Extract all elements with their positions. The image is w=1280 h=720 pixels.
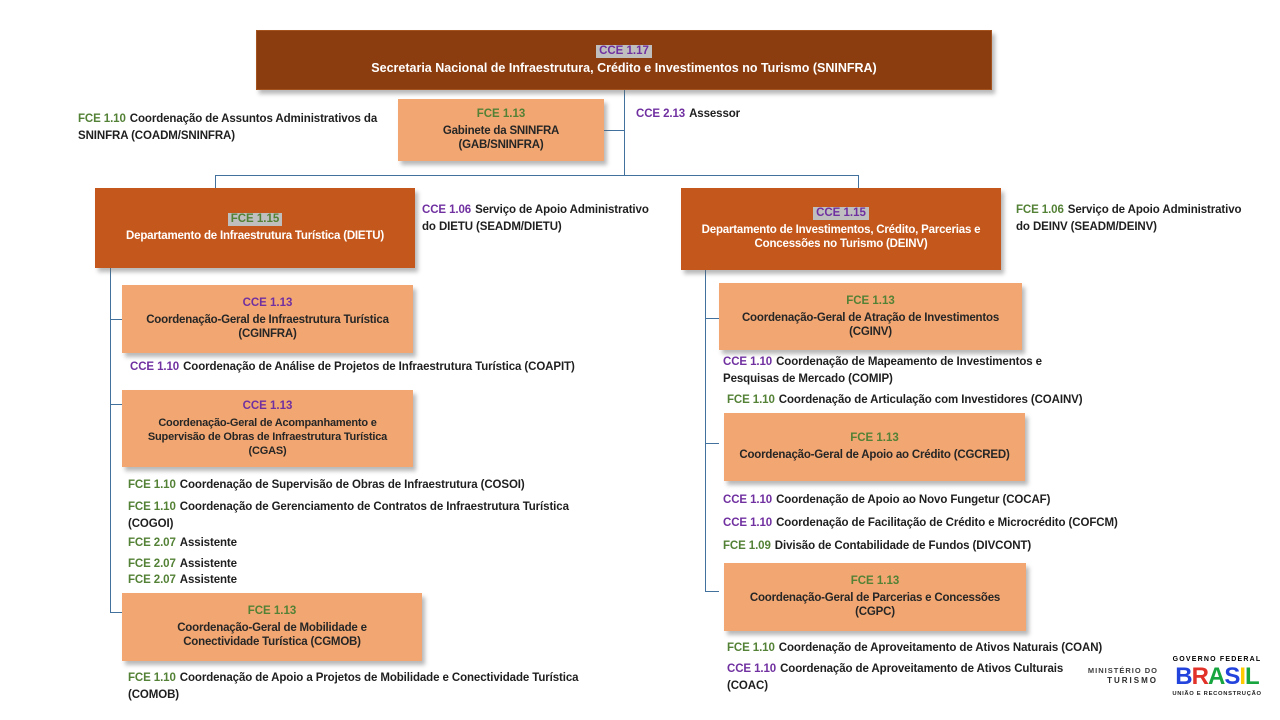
note-cofcm (723, 515, 1173, 532)
note-coapit-text: Coordenação de Análise de Projetos de Infraestrutura Turística (COAPIT) (183, 361, 575, 373)
note-assistente-3-code: FCE 2.07 (128, 574, 176, 586)
note-assistente-3 (128, 572, 378, 589)
note-comip-text: Coordenação de Mapeamento de Investimentos e Pesquisas de Mercado (COMIP) (723, 356, 1042, 385)
note-cogoi (128, 499, 598, 533)
note-assistente-1-text: Assistente (179, 537, 237, 549)
node-sninfra-code: CCE 1.17 (596, 45, 652, 58)
node-cgmob (122, 593, 422, 661)
note-coan (727, 640, 1177, 657)
note-assistente-2-text: Assistente (179, 558, 237, 570)
note-coac (727, 661, 1083, 695)
note-coainv-text: Coordenação de Articulação com Investidores (COAINV) (778, 394, 1083, 406)
note-divcont-text: Divisão de Contabilidade de Fundos (DIVCONT) (774, 540, 1032, 552)
note-assistente-1 (128, 535, 378, 552)
governo-federal-brasil-logo (1166, 655, 1268, 698)
note-comip-code: CCE 1.10 (723, 356, 773, 368)
note-coapit (130, 359, 620, 376)
node-gab (398, 99, 604, 161)
connector-gab-stub (604, 130, 625, 131)
note-cogoi-text: Coordenação de Gerenciamento de Contratos de Infraestrutura Turística (COGOI) (128, 501, 569, 530)
connector-main-horizontal (215, 175, 859, 176)
connector-root-trunk (624, 90, 625, 175)
node-cginfra (122, 285, 413, 353)
note-assistente-1-code: FCE 2.07 (128, 537, 176, 549)
note-cocaf-text: Coordenação de Apoio ao Novo Fungetur (COCAF) (776, 494, 1051, 506)
note-seadm-dietu (422, 202, 662, 236)
node-cgas-code: CCE 1.13 (242, 399, 293, 412)
node-gab-code: FCE 1.13 (476, 108, 526, 120)
note-coadm-code: FCE 1.10 (78, 113, 126, 125)
node-cgas-title: Coordenação-Geral de Acompanhamento e Supervisão de Obras de Infraestrutura Turística (CGAS) (147, 416, 388, 457)
node-deinv-title: Departamento de Investimentos, Crédito, Parcerias e Concessões no Turismo (DEINV) (701, 224, 981, 250)
brasil-wordmark: BRASIL (1175, 663, 1259, 690)
note-assessor (636, 106, 836, 123)
note-coainv (727, 392, 1187, 409)
note-cosoi (128, 477, 608, 494)
node-sninfra (256, 30, 992, 90)
note-cofcm-code: CCE 1.10 (723, 517, 773, 529)
note-coapit-code: CCE 1.10 (130, 361, 180, 373)
note-coadm-text: Coordenação de Assuntos Administrativos da SNINFRA (COADM/SNINFRA) (78, 113, 378, 142)
node-dietu-code: FCE 1.15 (228, 213, 283, 226)
note-divcont-code: FCE 1.09 (723, 540, 771, 552)
node-cgas (122, 390, 413, 467)
note-cocaf (723, 492, 1143, 509)
node-deinv-code: CCE 1.15 (813, 207, 869, 220)
node-dietu-title: Departamento de Infraestrutura Turística (DIETU) (126, 230, 384, 242)
note-coan-text: Coordenação de Aproveitamento de Ativos Naturais (COAN) (778, 642, 1103, 654)
node-gab-title: Gabinete da SNINFRA (GAB/SNINFRA) (442, 125, 560, 151)
ministry-of-tourism-logo (1078, 666, 1158, 686)
note-comob-code: FCE 1.10 (128, 672, 176, 684)
node-cginv-title: Coordenação-Geral de Atração de Investimentos (CGINV) (741, 311, 1000, 338)
connector-cgcred-stub (705, 443, 719, 444)
ministry-logo-line2: TURISMO (1107, 676, 1158, 685)
connector-cginv-stub (705, 318, 719, 319)
note-seadm-deinv-text: Serviço de Apoio Administrativo do DEINV (SEADM/DEINV) (1016, 204, 1242, 233)
note-cosoi-text: Coordenação de Supervisão de Obras de Infraestrutura (COSOI) (179, 479, 525, 491)
note-seadm-dietu-code: CCE 1.06 (422, 204, 472, 216)
connector-cgpc-stub (705, 591, 719, 592)
note-assessor-code: CCE 2.13 (636, 108, 686, 120)
node-cgcred-title: Coordenação-Geral de Apoio ao Crédito (CGCRED) (739, 449, 1010, 461)
node-cginfra-code: CCE 1.13 (242, 297, 293, 309)
connector-cgmob-stub (110, 612, 122, 613)
node-cgpc-title: Coordenação-Geral de Parcerias e Concessões (CGPC) (749, 592, 1001, 618)
note-assistente-2 (128, 556, 378, 573)
node-cgcred-code: FCE 1.13 (850, 432, 899, 444)
governo-federal-label: GOVERNO FEDERAL (1172, 656, 1262, 663)
node-cginfra-title: Coordenação-Geral de Infraestrutura Turística (CGINFRA) (146, 314, 389, 340)
note-comob-text: Coordenação de Apoio a Projetos de Mobilidade e Conectividade Turística (COMOB) (128, 672, 579, 701)
note-comip (723, 354, 1071, 388)
note-cogoi-code: FCE 1.10 (128, 501, 176, 513)
note-coainv-code: FCE 1.10 (727, 394, 775, 406)
note-seadm-dietu-text: Serviço de Apoio Administrativo do DIETU (SEADM/DIETU) (422, 204, 649, 233)
note-divcont (723, 538, 1153, 555)
note-seadm-deinv (1016, 202, 1252, 236)
note-coadm (78, 111, 388, 145)
note-assistente-3-text: Assistente (179, 574, 237, 586)
ministry-logo-line1: MINISTÉRIO DO (1087, 666, 1158, 675)
node-sninfra-title: Secretaria Nacional de Infraestrutura, Crédito e Investimentos no Turismo (SNINFRA) (371, 61, 877, 75)
connector-cginfra-stub (110, 319, 122, 320)
node-cgcred (724, 413, 1025, 481)
note-coan-code: FCE 1.10 (727, 642, 775, 654)
node-cgmob-code: FCE 1.13 (247, 605, 297, 617)
node-deinv (681, 188, 1001, 270)
connector-dietu-drop (215, 175, 216, 188)
connector-cgas-stub (110, 404, 122, 405)
note-cosoi-code: FCE 1.10 (128, 479, 176, 491)
node-cgpc-code: FCE 1.13 (850, 575, 900, 587)
note-assistente-2-code: FCE 2.07 (128, 558, 176, 570)
node-cgmob-title: Coordenação-Geral de Mobilidade e Conectividade Turística (CGMOB) (177, 622, 367, 648)
connector-deinv-drop (858, 175, 859, 188)
note-assessor-text: Assessor (689, 108, 741, 120)
node-dietu (95, 188, 415, 268)
note-comob (128, 670, 606, 704)
note-cofcm-text: Coordenação de Facilitação de Crédito e Microcrédito (COFCM) (776, 517, 1118, 529)
node-cginv (719, 283, 1022, 350)
note-cocaf-code: CCE 1.10 (723, 494, 773, 506)
node-cginv-code: FCE 1.13 (846, 294, 895, 307)
note-coac-text: Coordenação de Aproveitamento de Ativos Culturais (COAC) (727, 663, 1064, 692)
note-coac-code: CCE 1.10 (727, 663, 777, 675)
note-seadm-deinv-code: FCE 1.06 (1016, 204, 1064, 216)
uniao-e-reconstrucao-label: UNIÃO E RECONSTRUÇÃO (1172, 691, 1262, 697)
node-cgpc (724, 563, 1026, 631)
